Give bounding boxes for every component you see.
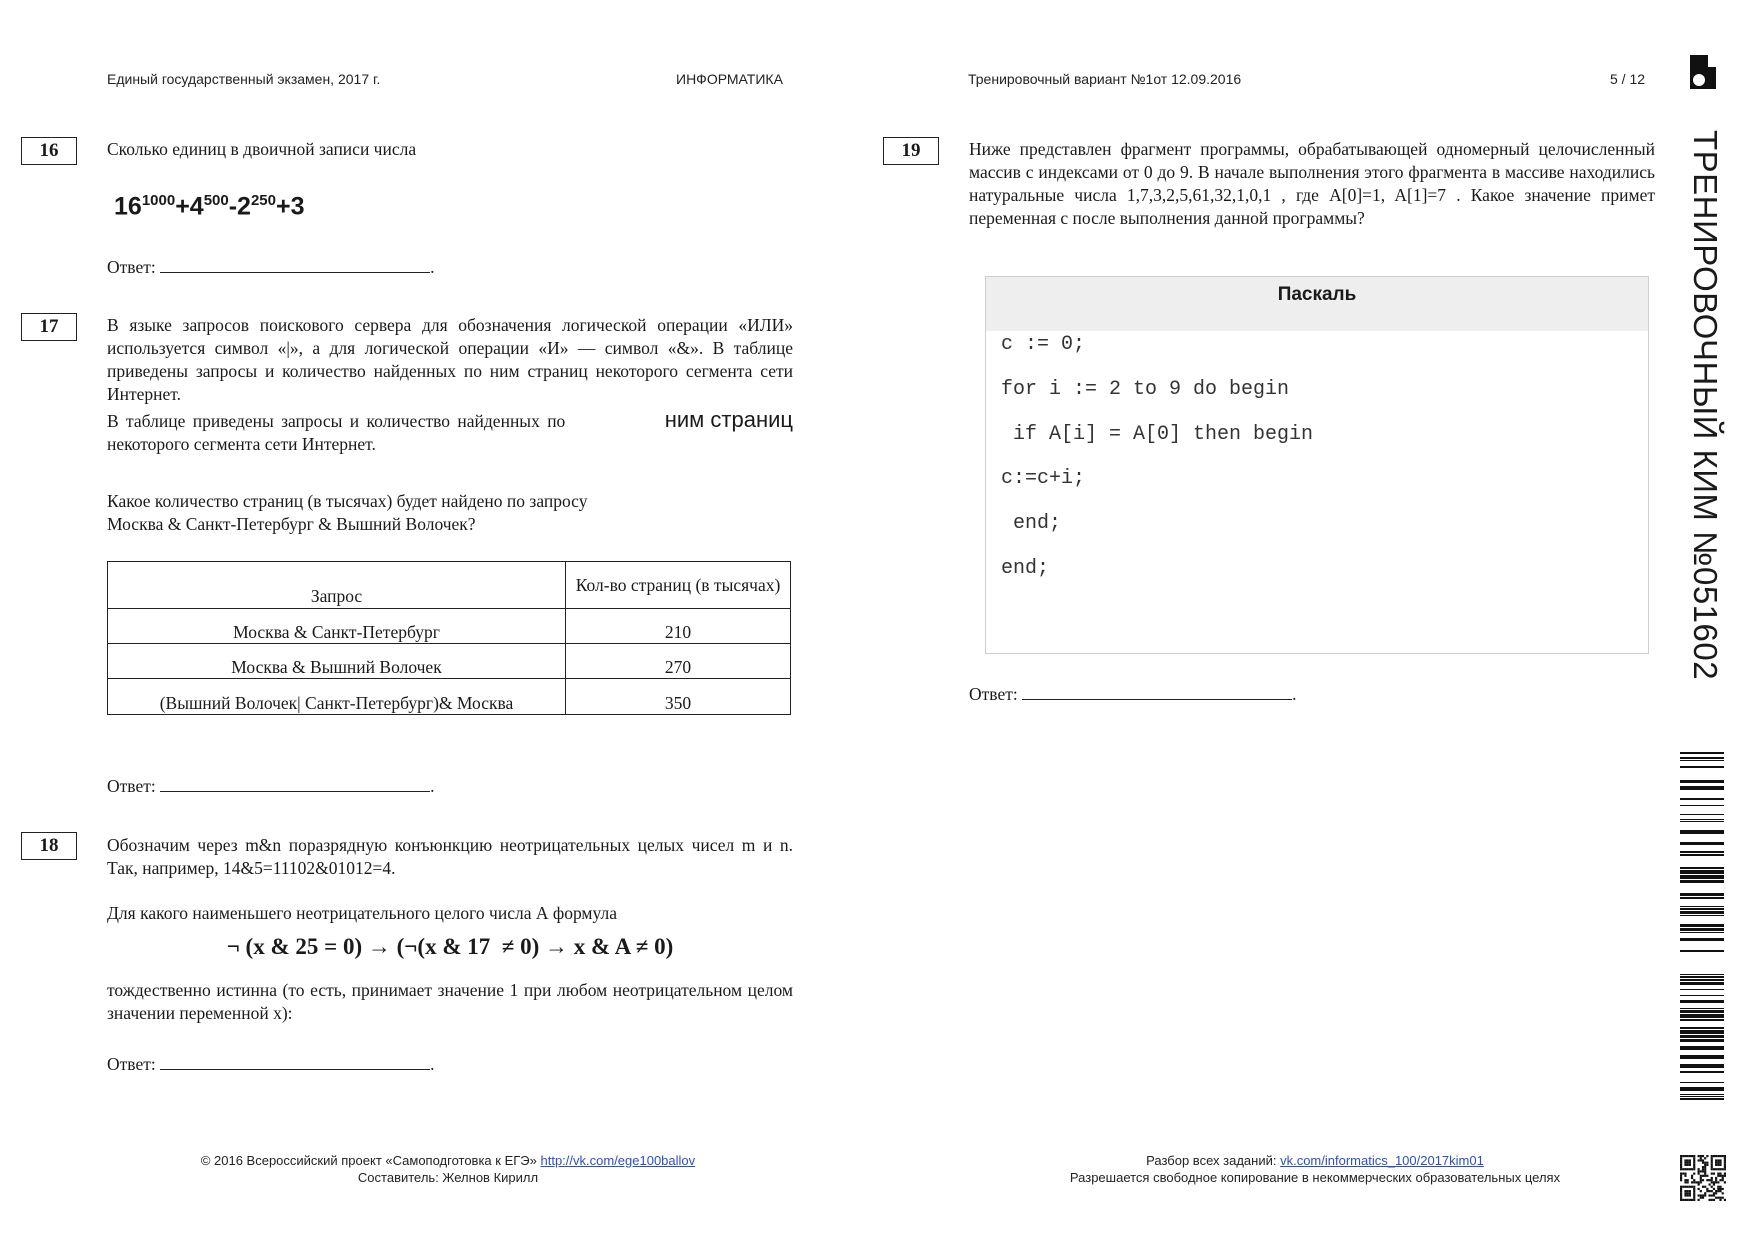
answer-label: Ответ:	[107, 257, 156, 277]
question-17-question-line-1: Какое количество страниц (в тысячах) будет найдено по запросу	[107, 491, 588, 511]
question-16-number: 16	[21, 137, 77, 165]
header-page-number: 5 / 12	[1610, 71, 1646, 87]
vertical-title	[1688, 130, 1724, 710]
question-18-paragraph-1: Обозначим через m&n поразрядную конъюнкцию неотрицательных целых чисел m и n. Так, например, 14&5=11102&01012=4.	[107, 835, 793, 878]
question-16-text: Сколько единиц в двоичной записи числа	[107, 139, 417, 159]
footer-left	[168, 1152, 728, 1186]
question-18-answer: Ответ: .	[107, 1051, 434, 1075]
code-line: end;	[1001, 512, 1062, 535]
barcode	[1680, 752, 1724, 1100]
question-19-answer: Ответ: .	[969, 681, 1296, 705]
code-line: if A[i] = A[0] then begin	[1001, 423, 1314, 446]
code-line: end;	[1001, 557, 1050, 580]
answer-field[interactable]	[160, 254, 430, 273]
question-16-answer: Ответ: .	[107, 254, 434, 278]
header-exam-title: Единый государственный экзамен, 2017 г.	[107, 71, 381, 87]
footer-review-link[interactable]: vk.com/informatics_100/2017kim01	[1280, 1153, 1484, 1168]
question-16-formula: $16^{1000}+4^{500}-2^{250}+3$	[114, 192, 305, 221]
code-language-title: Паскаль	[986, 277, 1648, 331]
question-19-text: Ниже представлен фрагмент программы, обрабатывающей одномерный целочисленный массив с индексами от 0 до 9. В начале выполнения этого фрагмента в массиве находились натуральные числа 1,7,3,2,5,61,32,1,0,1 , где A[0]=1, A[1]=7 . Какое значение примет переменная с после выполнения данной программы?	[969, 139, 1655, 228]
answer-field[interactable]	[1022, 681, 1292, 700]
question-19-number: 19	[883, 137, 939, 165]
footer-review-label: Разбор всех заданий:	[1146, 1153, 1277, 1168]
question-18-paragraph-3: тождественно истинна (то есть, принимает значение 1 при любом неотрицательном целом значении переменной х):	[107, 980, 793, 1023]
question-17-question-line-2: Москва & Санкт-Петербург & Вышний Волочек?	[107, 514, 476, 534]
answer-label: Ответ:	[107, 776, 156, 796]
query-table	[107, 561, 791, 715]
header-subject: ИНФОРМАТИКА	[676, 71, 783, 87]
header-variant: Тренировочный вариант №1от 12.09.2016	[968, 71, 1242, 87]
table-row: (Вышний Волочек| Санкт-Петербург)& Москва 350	[108, 679, 791, 715]
table-header-pages: Кол-во страниц (в тысячах)	[566, 562, 791, 609]
question-18-number: 18	[21, 832, 77, 860]
footer-right	[1010, 1152, 1620, 1186]
question-17-paragraph-2: В таблице приведены запросы и количество найденных по ним страниц некоторого сегмента сети Интернет.	[107, 407, 793, 454]
code-block	[985, 276, 1649, 654]
code-line: c := 0;	[1001, 333, 1086, 356]
vertical-title-text: ТРЕНИРОВОЧНЫЙ КИМ №051602	[1687, 130, 1724, 681]
question-17-paragraph-1: В языке запросов поискового сервера для обозначения логической операции «ИЛИ» используется символ «|», а для логической операции «И» — символ «&». В таблице приведены запросы и количество найденных по ним страниц некоторого сегмента сети Интернет.	[107, 315, 793, 404]
table-header-query: Запрос	[108, 562, 566, 609]
question-18-paragraph-2: Для какого наименьшего неотрицательного целого числа А формула	[107, 903, 617, 923]
corner-logo-icon	[1690, 55, 1716, 89]
table-row: Москва & Вышний Волочек 270	[108, 644, 791, 679]
answer-label: Ответ:	[107, 1054, 156, 1074]
footer-copyright-link[interactable]: http://vk.com/ege100ballov	[540, 1153, 696, 1168]
question-18-formula: ¬ (x & 25 = 0) → (¬(x & 17 ≠ 0) → x & A ≠ 0)	[226, 934, 674, 959]
question-17-answer: Ответ: .	[107, 773, 434, 797]
footer-author: Составитель: Желнов Кирилл	[357, 1170, 539, 1185]
answer-label: Ответ:	[969, 684, 1018, 704]
answer-field[interactable]	[160, 773, 430, 792]
code-line: c:=c+i;	[1001, 467, 1086, 490]
answer-field[interactable]	[160, 1051, 430, 1070]
qr-code	[1680, 1155, 1726, 1201]
table-row: Москва & Санкт-Петербург 210	[108, 609, 791, 644]
footer-license: Разрешается свободное копирование в некоммерческих образовательных целях	[1069, 1170, 1561, 1185]
question-17-number: 17	[21, 313, 77, 341]
footer-copyright: © 2016 Всероссийский проект «Самоподготовка к ЕГЭ»	[200, 1153, 537, 1168]
code-line: for i := 2 to 9 do begin	[1001, 378, 1290, 401]
